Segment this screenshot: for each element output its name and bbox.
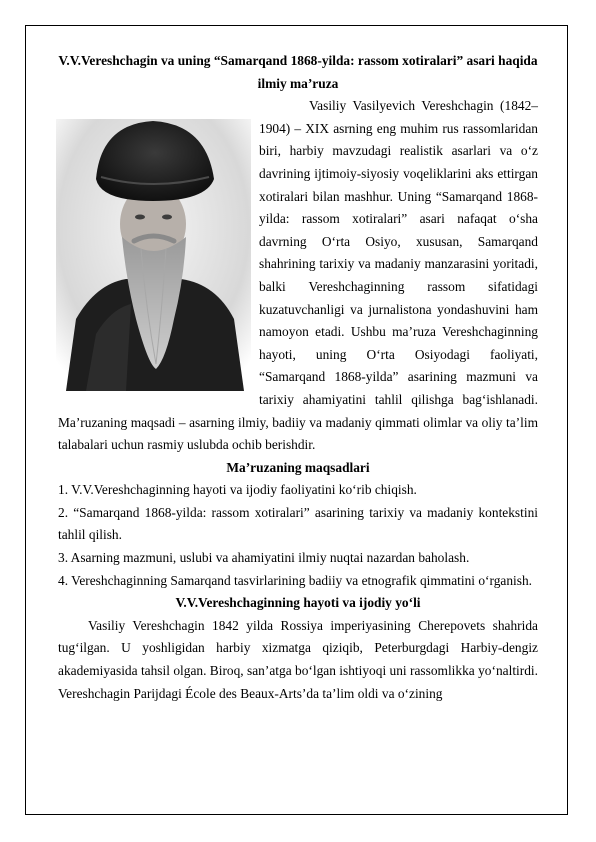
list-item: 1. V.V.Vereshchaginning hayoti va ijodiy faoliyatini ko‘rib chiqish. (58, 482, 417, 498)
goals-list (58, 479, 538, 592)
list-item: 2. “Samarqand 1868-yilda: rassom xotiralari” asarining tarixiy va madaniy kontekstini tahlil qilish. (58, 504, 538, 543)
biography-heading: V.V.Vereshchaginning hayoti va ijodiy yo‘li (175, 595, 421, 611)
biography-paragraph: Vasiliy Vereshchagin 1842 yilda Rossiya imperiyasining Cherepovets shahrida tug‘ilgan. U yoshligidan harbiy xizmatga qiziqib, Peterburgdagi Harbiy-dengiz akademiyasida tahsil olgan. Biroq, san’atga bo‘lgan ishtiyoqi uni rassomlikka yo‘naltirdi. Vereshchagin Parijdagi École des Beaux-Arts’da ta’lim oldi va o‘zining (58, 617, 538, 701)
list-item: 4. Vereshchaginning Samarqand tasvirlarining badiiy va etnografik qimmatini o‘rganish. (58, 572, 533, 588)
list-item: 3. Asarning mazmuni, uslubi va ahamiyatini ilmiy nuqtai nazardan baholash. (58, 550, 470, 566)
document-title: V.V.Vereshchagin va uning “Samarqand 1868-yilda: rassom xotiralari” asari haqida ilmiy ma’ruza (58, 53, 538, 91)
intro-paragraph: Vasiliy Vasilyevich Vereshchagin (1842–1904) – XIX asrning eng muhim rus rassomlaridan biri, harbiy mavzudagi realistik asarlari va o‘z davrining ijtimoiy-siyosiy voqeliklarini aks ettirgan xotiralari bilan mashhur. Uning “Samarqand 1868-yilda: rassom xotiralari” asari nafaqat o‘sha davrning O‘rta Osiyo, xususan, Samarqand shahrining tarixiy va madaniy manzarasini yoritadi, balki Vereshchaginning rassom sifatidagi kuzatuvchanligi va jurnalistona yondashuvini ham namoyon etadi. Ushbu ma’ruza Vereshchaginning hayoti, uning O‘rta Osiyodagi faoliyati, “Samarqand 1868-yilda” asarining mazmuni va tarixiy ahamiyatini tahlil qilishga bag‘ishlanadi. Ma’ruzaning maqsadi – asarning ilmiy, badiiy va madaniy qimmati olimlar va oliy ta’lim talabalari uchun rasmiy uslubda ochib berishdir. (58, 98, 538, 453)
goals-heading: Ma’ruzaning maqsadlari (226, 459, 370, 475)
portrait-photo (56, 119, 251, 391)
document-body (58, 50, 538, 705)
